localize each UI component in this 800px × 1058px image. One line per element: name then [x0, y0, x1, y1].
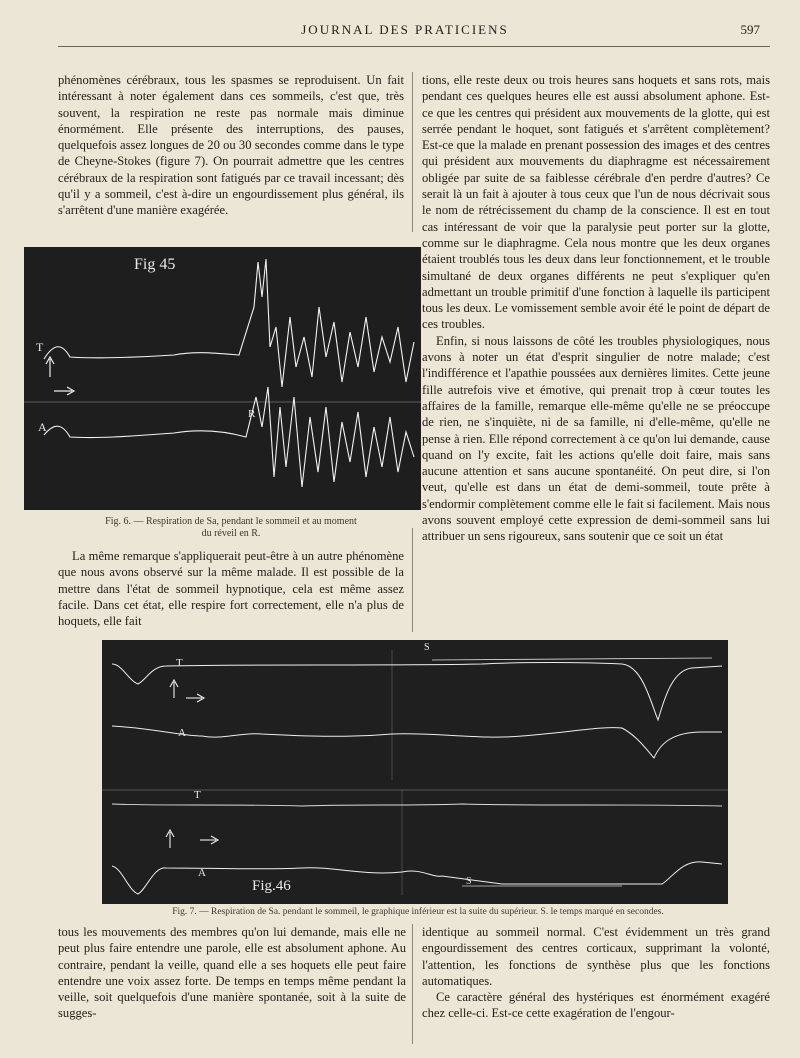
- trace-label-a-lower: A: [198, 867, 206, 879]
- trace-label-a: A: [38, 420, 47, 434]
- page-number: 597: [740, 22, 760, 37]
- figure-46-caption: Fig. 7. — Respiration de Sa. pendant le sommeil, le graphique inférieur est la suite du supérieur. S. le temps marqué en secondes.: [172, 907, 664, 917]
- bottom-left-column: [58, 924, 406, 1022]
- column-divider: [412, 528, 413, 632]
- figure-45-caption: [58, 516, 404, 540]
- trace-label-r: R: [248, 408, 256, 420]
- trace-label-s: S: [424, 642, 430, 653]
- paragraph: tous les mouvements des membres qu'on lui demande, mais elle ne peut plus faire entendre une parole, elle est absolument aphone. Au contraire, pendant la veille, quand elle a ses hoquets elle peut faire entendre une voix assez forte. De temps en temps même pendant la veille, soit quelquefois d'une manière spontanée, soit à la suite de sugges-: [58, 925, 406, 1021]
- paragraph: La même remarque s'appliquerait peut-être à un autre phénomène que nous avons observé sur la même malade. Il est possible de la mettre dans l'état de sommeil hypnotique, cela est même assez facile. Dans cet état, elle respire fort correctement, elle n'a plus de hoquets, elle fait: [58, 549, 404, 629]
- running-header: [40, 22, 770, 42]
- trace-label-t: T: [36, 340, 44, 354]
- left-column-top: [58, 72, 404, 219]
- trace-label-a: A: [178, 727, 186, 739]
- bottom-right-column: [422, 924, 770, 1022]
- figure-46-label: Fig.46: [252, 878, 291, 894]
- column-divider: [412, 72, 413, 232]
- figure-45-label: Fig 45: [134, 256, 176, 273]
- trace-label-s-lower: S: [466, 876, 472, 887]
- caption-line: du réveil en R.: [201, 528, 261, 539]
- paragraph: Ce caractère général des hystériques est énormément exagéré chez celle-ci. Est-ce cette exagération de l'engour-: [422, 990, 770, 1021]
- figure-46: [102, 640, 728, 904]
- paragraph: phénomènes cérébraux, tous les spasmes se reproduisent. Un fait intéressant à noter également dans ces sommeils, c'est que, très souvent, la respiration ne reste pas normale mais diminue énormément. Elle présente des interruptions, des pauses, quelquefois assez longues de 20 ou 30 secondes comme dans le type de Cheyne-Stokes (figure 7). On pourrait admettre que les centres cérébraux de la respiration sont fatigués par ce travail incessant; dès qu'il y a sommeil, c'est à-dire un engourdissement plus général, ils s'arrêtent d'une manière exagérée.: [58, 73, 404, 218]
- caption-line: Fig. 6. — Respiration de Sa, pendant le sommeil et au moment: [105, 516, 357, 527]
- header-rule: [58, 46, 770, 47]
- trace-label-t-lower: T: [194, 789, 201, 801]
- figure-45: [24, 247, 421, 510]
- respiration-tracing-46: [102, 640, 728, 904]
- paragraph: tions, elle reste deux ou trois heures sans hoquets et sans rots, mais pendant ces quelques heures elle est aussi absolument aphone. Est-ce que les centres qui président aux mouvements de la glotte, qui est serrée pendant le hoquet, sont fatigués et s'arrêtent complètement? Est-ce que la malade en prenant possession des images et des centres qui président aux mouvements du diaphragme est nécessairement obligée par suite de sa faiblesse cérébrale d'en perdre d'autres? Ce serait là un fait à ajouter à tous ceux que l'un de nous décrivait sous le nom de rétrécissement du champ de la conscience. Il est en tout cas intéressant de voir que la paralysie peut porter sur la glotte, comme sur le diaphragme. Cela nous montre que les deux organes étaient troublés tous les deux dans leur fonctionnement, et le trouble simultané de deux organes différents ne peut s'expliquer qu'en admettant un trouble primitif d'une fonction à laquelle ils participent tous les deux. Le vomissement semble avoir été le point de départ de ces troubles.: [422, 73, 770, 332]
- column-divider: [412, 924, 413, 1044]
- respiration-tracing-45: [24, 247, 421, 510]
- journal-title: JOURNAL DES PRATICIENS: [301, 22, 509, 37]
- paragraph: identique au sommeil normal. C'est évidemment un très grand engourdissement des centres corticaux, supprimant la volonté, l'attention, les fonctions de synthèse plus que les fonctions automatiques.: [422, 925, 770, 988]
- right-column: [422, 72, 770, 545]
- trace-label-t: T: [176, 657, 183, 669]
- paragraph: Enfin, si nous laissons de côté les troubles physiologiques, nous avons à noter un état d'esprit singulier de notre malade; c'est l'indifférence et l'apathie poussées aux dernières limites. Cette jeune fille autrefois vive et émotive, qui prenait trop à cœur toutes les affaires de la famille, remarque elle-même qu'elle ne se préoccupe de rien, ne s'inquiète, ni de sa famille, ni d'elle-même, qu'elle ne pense à rien. Elle répond correctement à ce qu'on lui demande, cause quand on l'y excite, fait les actions qu'elle doit faire, mais sans aucune attention et sans aucune spontanéité. On peut dire, si l'on veut, qu'elle est dans un état de demi-sommeil, toute prête à s'endormir complètement comme elle le fait si facilement. Mais nous avons souvent employé cette expression de demi-sommeil sans lui attribuer un sens rigoureux, sans soutenir que ce soit un état: [422, 333, 770, 544]
- left-column-middle: [58, 548, 404, 629]
